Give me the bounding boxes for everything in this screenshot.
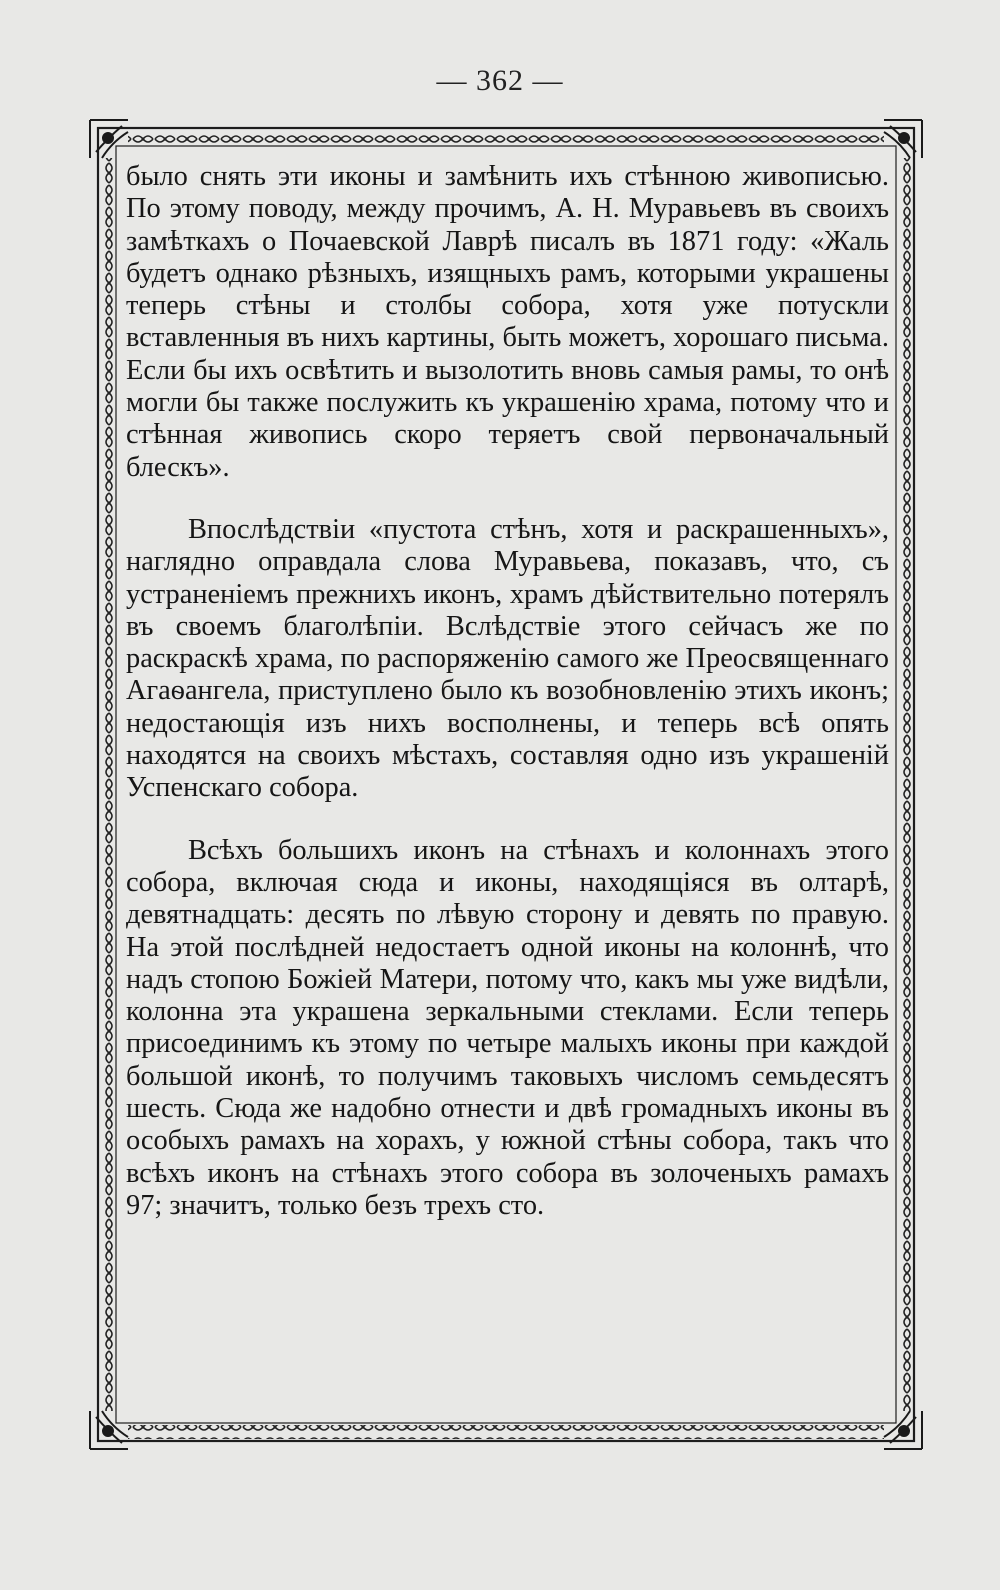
paragraph-2: Впослѣдствіи «пустота стѣнъ, хотя и раскрашенныхъ», наглядно оправдала слова Муравьева, показавъ, что, съ устраненіемъ прежнихъ иконъ, храмъ дѣйствительно потерялъ въ своемъ благолѣпіи. Вслѣдствіе этого сейчасъ же по раскраскѣ храма, по распоряженію самого же Преосвященнаго Агаѳангела, приступлено было къ возобновленію этихъ иконъ; недостающія изъ нихъ восполнены, и теперь всѣ опять находятся на своихъ мѣстахъ, составляя одно изъ украшеній Успенскаго собора.	[126, 513, 889, 804]
paragraph-1: было снять эти иконы и замѣнить ихъ стѣнною живописью. По этому поводу, между прочимъ, А. Н. Муравьевъ въ своихъ замѣткахъ о Почаевской Лаврѣ писалъ въ 1871 году: «Жаль будетъ однако рѣзныхъ, изящныхъ рамъ, которыми украшены теперь стѣны и столбы собора, хотя уже потускли вставленныя въ нихъ картины, быть можетъ, хорошаго письма. Если бы ихъ освѣтить и вызолотить вновь самыя рамы, то онѣ могли бы также послужить къ украшенію храма, потому что и стѣнная живопись скоро теряетъ свой первоначальный блескъ».	[126, 161, 889, 483]
paragraph-3: Всѣхъ большихъ иконъ на стѣнахъ и колоннахъ этого собора, включая сюда и иконы, находящіяся въ олтарѣ, девятнадцать: десять по лѣвую сторону и девять по правую. На этой послѣдней недостаетъ одной иконы на колоннѣ, что надъ стопою Божіей Матери, потому что, какъ мы уже видѣли, колонна эта украшена зеркальными стеклами. Если теперь присоединимъ къ этому по четыре малыхъ иконы при каждой большой иконѣ, то получимъ таковыхъ числомъ семьдесятъ шесть. Сюда же надобно отнести и двѣ громадныхъ иконы въ особыхъ рамахъ на хорахъ, у южной стѣны собора, такъ что всѣхъ иконъ на стѣнахъ этого собора въ золоченыхъ рамахъ 97; значитъ, только безъ трехъ сто.	[126, 834, 889, 1221]
body-text	[126, 161, 889, 1222]
page-number: — 362 —	[436, 64, 564, 97]
